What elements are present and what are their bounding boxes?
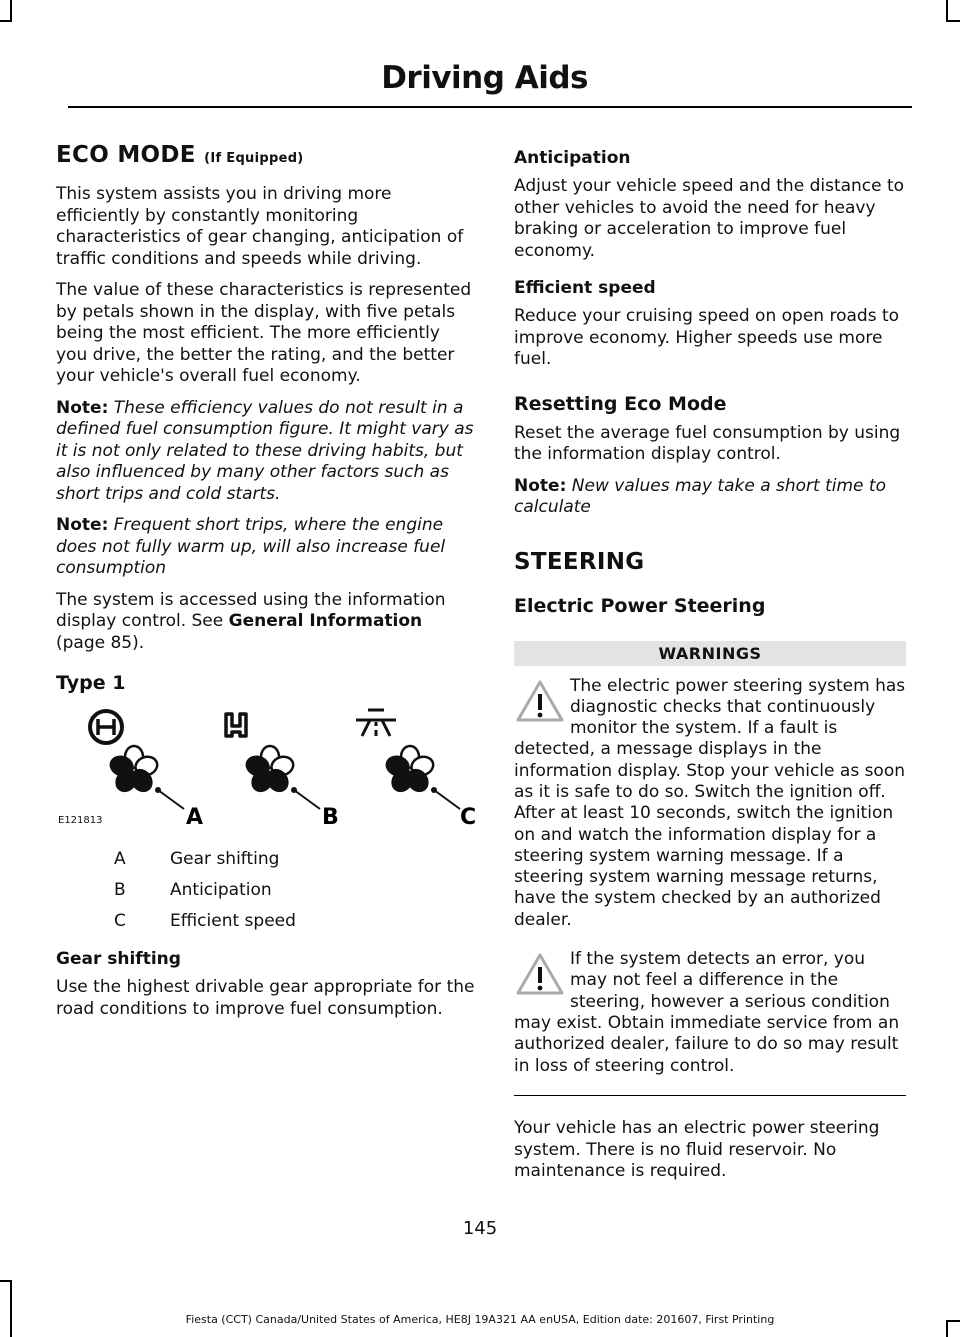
- crop-mark: [10, 1280, 12, 1337]
- warning-item: The electric power steering system has diagnostic checks that continuously monitor the system. If a fault is detected, a message displays in the information display. Stop your vehicle as soon as it is safe to do so. Switch the ignition off. After at least 10 seconds, switch the ignition on and watch the information display for a steering system warning message. If a steering system warning message returns, have the system checked by an authorized dealer.: [514, 675, 906, 930]
- resetting-eco-heading: Resetting Eco Mode: [514, 392, 727, 415]
- legend-row: B Anticipation: [114, 880, 272, 900]
- warnings-header: WARNINGS: [514, 641, 906, 666]
- note-short-trips: Note: Frequent short trips, where the engine does not fully warm up, will also increase fuel consumption: [56, 515, 446, 578]
- warning-triangle-icon: [514, 951, 566, 997]
- efficient-speed-heading: Efficient speed: [514, 278, 656, 298]
- left-column: [56, 142, 476, 1030]
- crop-mark: [10, 0, 12, 22]
- general-information-link[interactable]: General Information: [228, 611, 423, 631]
- eco-flower-icon: [384, 746, 435, 795]
- legend-row: C Efficient speed: [114, 911, 296, 931]
- crop-mark: [946, 0, 948, 22]
- anticipation-heading: Anticipation: [514, 148, 631, 168]
- page-header-title: Driving Aids: [381, 60, 588, 96]
- eco-mode-figure: [56, 702, 476, 832]
- eps-heading: Electric Power Steering: [514, 594, 766, 617]
- eco-flower-icon: [108, 746, 159, 795]
- note-efficiency: Note: These efficiency values do not result in a defined fuel consumption figure. It might vary as it is not only related to these driving habits, but also influenced by many other factors such as short trips and cold starts.: [56, 397, 474, 504]
- legend-row: A Gear shifting: [114, 849, 280, 869]
- steering-title: STEERING: [514, 548, 645, 575]
- eco-mode-title: ECO MODE (If Equipped): [56, 142, 304, 168]
- note-new-values: Note: New values may take a short time to calculate: [514, 475, 886, 517]
- figure-letter-b: B: [322, 805, 339, 830]
- crop-mark: [946, 20, 960, 22]
- figure-code: E121813: [58, 815, 103, 826]
- figure-legend: [56, 844, 476, 937]
- warning-triangle-icon: [514, 678, 566, 724]
- gear-shifting-heading: Gear shifting: [56, 949, 181, 969]
- warnings-end-rule: [514, 1095, 906, 1097]
- figure-letter-c: C: [460, 805, 476, 830]
- if-equipped-label: (If Equipped): [204, 151, 304, 166]
- warning-item: If the system detects an error, you may not feel a difference in the steering, however a serious condition may exist. Obtain immediate service from an authorized dealer, failure to do so may result in loss of steering control.: [514, 949, 900, 1076]
- efficient-speed-text: Reduce your cruising speed on open roads to improve economy. Higher speeds use more fuel.: [514, 306, 900, 369]
- eps-text: Your vehicle has an electric power steering system. There is no fluid reservoir. No maintenance is required.: [514, 1118, 880, 1182]
- gear-shift-icon: [90, 711, 122, 743]
- page-number: 145: [462, 1218, 498, 1239]
- eco-intro-paragraph: This system assists you in driving more efficiently by constantly monitoring characteristics of gear changing, anticipation of traffic conditions and speeds while driving.: [56, 184, 464, 269]
- type1-heading: Type 1: [56, 672, 126, 694]
- eco-petals-paragraph: The value of these characteristics is represented by petals shown in the display, with five petals being the most efficient. The more efficiently you drive, the better the rating, and the better your vehicle's overall fuel economy.: [56, 280, 472, 386]
- footer-edition: Fiesta (CCT) Canada/United States of America, HE8J 19A321 AA enUSA, Edition date: 201607, First Printing: [185, 1313, 775, 1326]
- access-paragraph: The system is accessed using the information display control. See General Information (page 85).: [56, 589, 446, 653]
- crop-mark: [0, 20, 12, 22]
- road-speed-icon: [356, 710, 396, 736]
- gear-shifting-text: Use the highest drivable gear appropriate for the road conditions to improve fuel consumption.: [56, 977, 475, 1019]
- right-column: [514, 142, 906, 1193]
- eco-flower-icon: [244, 746, 295, 795]
- anticipation-icon: [226, 714, 246, 736]
- crop-mark: [0, 1280, 12, 1282]
- eco-figure-svg: [56, 702, 476, 832]
- figure-letter-a: A: [186, 805, 204, 830]
- header-rule: [68, 106, 912, 108]
- resetting-eco-text: Reset the average fuel consumption by using the information display control.: [514, 422, 901, 464]
- anticipation-text: Adjust your vehicle speed and the distance to other vehicles to avoid the need for heavy braking or acceleration to improve fuel economy.: [514, 176, 905, 261]
